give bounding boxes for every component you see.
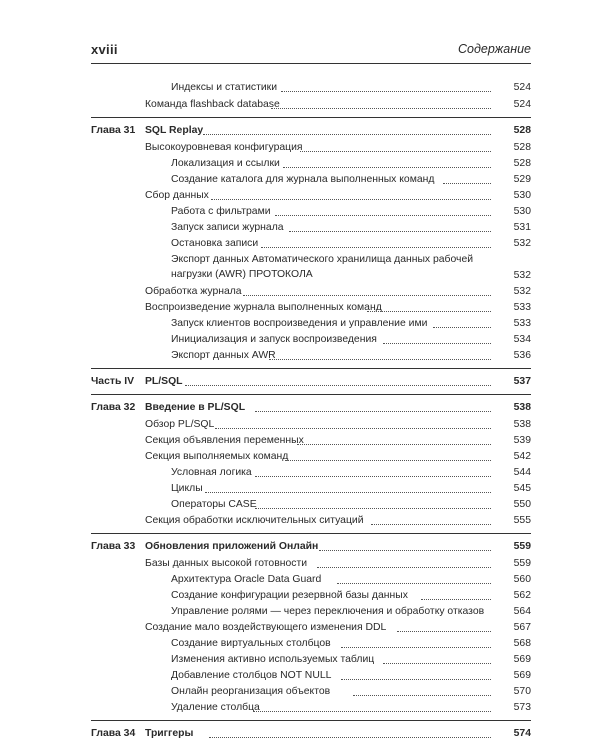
toc-entry-title: Создание мало воздействующего изменения DDL [145, 622, 387, 633]
toc-entry[interactable] [171, 637, 531, 651]
toc-entry-title: Добавление столбцов NOT NULL [171, 670, 332, 681]
toc-entry-title: Циклы [171, 483, 203, 494]
toc-entry-title: Изменения активно используемых таблиц [171, 654, 375, 665]
chapter-title: Триггеры [145, 728, 194, 739]
toc-entry-title: Создание виртуальных столбцов [171, 638, 331, 649]
toc-entry[interactable] [171, 349, 531, 363]
toc-entry-title: Обработка журнала [145, 286, 242, 297]
dot-leader [205, 492, 491, 493]
header-rule [91, 63, 531, 64]
toc-entry-page: 567 [513, 622, 531, 633]
toc-entry[interactable] [171, 653, 531, 667]
toc-entry[interactable] [171, 173, 531, 187]
toc-entry-title: Экспорт данных Автоматического хранилища данных рабочей нагрузки (AWR) ПРОТОКОЛА [171, 254, 474, 280]
toc-entry-title: Создание каталога для журнала выполненных команд [171, 174, 435, 185]
dot-leader [433, 327, 491, 328]
dot-leader [269, 359, 491, 360]
toc-entry[interactable] [145, 621, 531, 635]
toc-entry-title: Запуск клиентов воспроизведения и управление ими [171, 318, 428, 329]
toc-entry-page: 539 [513, 435, 531, 446]
dot-leader [421, 599, 491, 600]
chapter-title: SQL Replay [145, 125, 204, 136]
toc-entry[interactable] [145, 557, 531, 571]
toc-entry-title: Высокоуровневая конфигурация [145, 142, 303, 153]
toc-entry-title: Секция выполняемых команд [145, 451, 289, 462]
toc-entry-title: Секция обработки исключительных ситуаций [145, 515, 364, 526]
chapter-label: Глава 31 [91, 125, 136, 136]
toc-entry-title: Онлайн реорганизация объектов [171, 686, 331, 697]
toc-entry-page: 533 [513, 318, 531, 329]
dot-leader [281, 91, 491, 92]
toc-entry[interactable] [145, 418, 531, 432]
dot-leader [271, 108, 491, 109]
dot-leader [255, 508, 491, 509]
toc-entry-page: 559 [513, 541, 531, 552]
toc-entry[interactable] [145, 285, 531, 299]
running-header [91, 42, 531, 62]
toc-entry[interactable] [171, 81, 531, 95]
toc-entry-title: Запуск записи журнала [171, 222, 284, 233]
toc-entry-page: 534 [513, 334, 531, 345]
toc-entry-page: 559 [513, 558, 531, 569]
toc-entry-title: Базы данных высокой готовности [145, 558, 308, 569]
toc-entry-page: 529 [513, 174, 531, 185]
dot-leader [341, 679, 491, 680]
toc-entry-page: 524 [513, 82, 531, 93]
chapter-heading[interactable] [145, 124, 531, 138]
dot-leader [209, 737, 491, 738]
toc-entry-page: 545 [513, 483, 531, 494]
dot-leader [300, 151, 491, 152]
dot-leader [261, 247, 491, 248]
toc-entry[interactable] [145, 141, 531, 155]
toc-entry[interactable] [171, 701, 531, 715]
toc-entry-page: 568 [513, 638, 531, 649]
dot-leader [397, 631, 491, 632]
toc-entry-page: 530 [513, 190, 531, 201]
toc-entry[interactable] [171, 466, 531, 480]
toc-entry-page: 528 [513, 125, 531, 136]
toc-entry-title: Архитектура Oracle Data Guard [171, 574, 322, 585]
chapter-title: Обновления приложений Онлайн [145, 541, 319, 552]
toc-entry-page: 528 [513, 142, 531, 153]
dot-leader [297, 444, 491, 445]
chapter-label: Глава 33 [91, 541, 136, 552]
toc-entry-page: 564 [513, 606, 531, 617]
toc-entry[interactable] [171, 589, 531, 603]
dot-leader [367, 311, 491, 312]
dot-leader [255, 411, 491, 412]
toc-entry-page: 574 [513, 728, 531, 739]
part-heading[interactable] [145, 375, 531, 389]
toc-entry[interactable] [171, 221, 531, 235]
dot-leader [211, 199, 491, 200]
dot-leader [203, 134, 491, 135]
dot-leader [371, 524, 491, 525]
dot-leader [317, 567, 491, 568]
toc-entry[interactable] [171, 498, 531, 512]
toc-entry[interactable] [145, 514, 531, 528]
part-label: Часть IV [91, 376, 135, 387]
toc-entry[interactable] [171, 605, 531, 619]
toc-entry[interactable] [171, 317, 531, 331]
chapter-separator [91, 720, 531, 721]
toc-entry-page: 532 [513, 270, 531, 281]
part-title: PL/SQL [145, 376, 183, 387]
toc-entry-title: Секция объявления переменных [145, 435, 304, 446]
dot-leader [319, 550, 491, 551]
toc-entry-title: Воспроизведение журнала выполненных команд [145, 302, 382, 313]
toc-entry-title: Создание конфигурации резервной базы данных [171, 590, 408, 601]
dot-leader [215, 428, 491, 429]
toc-entry-page: 524 [513, 99, 531, 110]
dot-leader [383, 663, 491, 664]
chapter-heading[interactable] [145, 727, 531, 741]
toc-entry[interactable] [171, 482, 531, 496]
toc-entry-page: 560 [513, 574, 531, 585]
dot-leader [443, 183, 491, 184]
page-number: xviii [91, 42, 118, 57]
dot-leader [383, 343, 491, 344]
toc-entry-page: 542 [513, 451, 531, 462]
toc-entry-title: Удаление столбца [171, 702, 260, 713]
toc-entry-page: 530 [513, 206, 531, 217]
toc-entry[interactable] [171, 237, 531, 251]
dot-leader [275, 215, 491, 216]
toc-entry-page: 532 [513, 238, 531, 249]
toc-entry-title: Локализация и ссылки [171, 158, 280, 169]
running-title: Содержание [458, 42, 531, 56]
toc-entry-title: Индексы и статистики [171, 82, 278, 93]
toc-entry-page: 531 [513, 222, 531, 233]
dot-leader [289, 231, 491, 232]
dot-leader [337, 583, 491, 584]
toc-entry[interactable] [145, 301, 531, 315]
toc-entry-page: 573 [513, 702, 531, 713]
toc-entry-page: 538 [513, 402, 531, 413]
toc-entry[interactable] [145, 434, 531, 448]
toc-entry[interactable] [171, 333, 531, 347]
toc-entry-title: Сбор данных [145, 190, 209, 201]
chapter-separator [91, 117, 531, 118]
chapter-label: Глава 34 [91, 728, 136, 739]
chapter-label: Глава 32 [91, 402, 136, 413]
toc-entry-title: Работа с фильтрами [171, 206, 271, 217]
toc-entry-page: 536 [513, 350, 531, 361]
toc-entry-page: 570 [513, 686, 531, 697]
chapter-separator [91, 533, 531, 534]
toc-entry[interactable] [171, 205, 531, 219]
toc-entry-page: 562 [513, 590, 531, 601]
toc-entry-title: Команда flashback database [145, 99, 280, 110]
toc-entry-title: Управление ролями — через переключения и обработку отказов [171, 606, 485, 617]
toc-entry-title: Операторы CASE [171, 499, 257, 510]
toc-entry[interactable] [171, 157, 531, 171]
toc-entry-title: Экспорт данных AWR [171, 350, 276, 361]
chapter-heading[interactable] [145, 401, 531, 415]
chapter-heading[interactable] [145, 540, 531, 554]
toc-entry-page: 544 [513, 467, 531, 478]
toc-entry[interactable] [171, 573, 531, 587]
toc-entry-page: 555 [513, 515, 531, 526]
chapter-separator [91, 368, 531, 369]
dot-leader [283, 167, 491, 168]
toc-entry-page: 528 [513, 158, 531, 169]
toc-entry-page: 569 [513, 670, 531, 681]
toc-entry-page: 532 [513, 286, 531, 297]
dot-leader [353, 695, 491, 696]
toc-entry-title: Остановка записи [171, 238, 259, 249]
chapter-separator [91, 394, 531, 395]
toc-entry[interactable] [145, 189, 531, 203]
toc-entry[interactable] [171, 669, 531, 683]
dot-leader [253, 711, 491, 712]
toc-entry-page: 569 [513, 654, 531, 665]
toc-entry-page: 537 [513, 376, 531, 387]
dot-leader [185, 385, 491, 386]
toc-entry-title: Обзор PL/SQL [145, 419, 215, 430]
dot-leader [255, 476, 491, 477]
toc-entry[interactable] [171, 685, 531, 699]
toc-entry[interactable] [145, 450, 531, 464]
toc-entry-page: 533 [513, 302, 531, 313]
dot-leader [341, 647, 491, 648]
toc-entry-page: 550 [513, 499, 531, 510]
toc-entry-title: Условная логика [171, 467, 252, 478]
toc-entry[interactable] [171, 252, 531, 282]
toc-entry-title: Инициализация и запуск воспроизведения [171, 334, 377, 345]
toc-entry-page: 538 [513, 419, 531, 430]
dot-leader [243, 295, 491, 296]
dot-leader [285, 460, 491, 461]
chapter-title: Введение в PL/SQL [145, 402, 246, 413]
toc-entry[interactable] [145, 98, 531, 112]
